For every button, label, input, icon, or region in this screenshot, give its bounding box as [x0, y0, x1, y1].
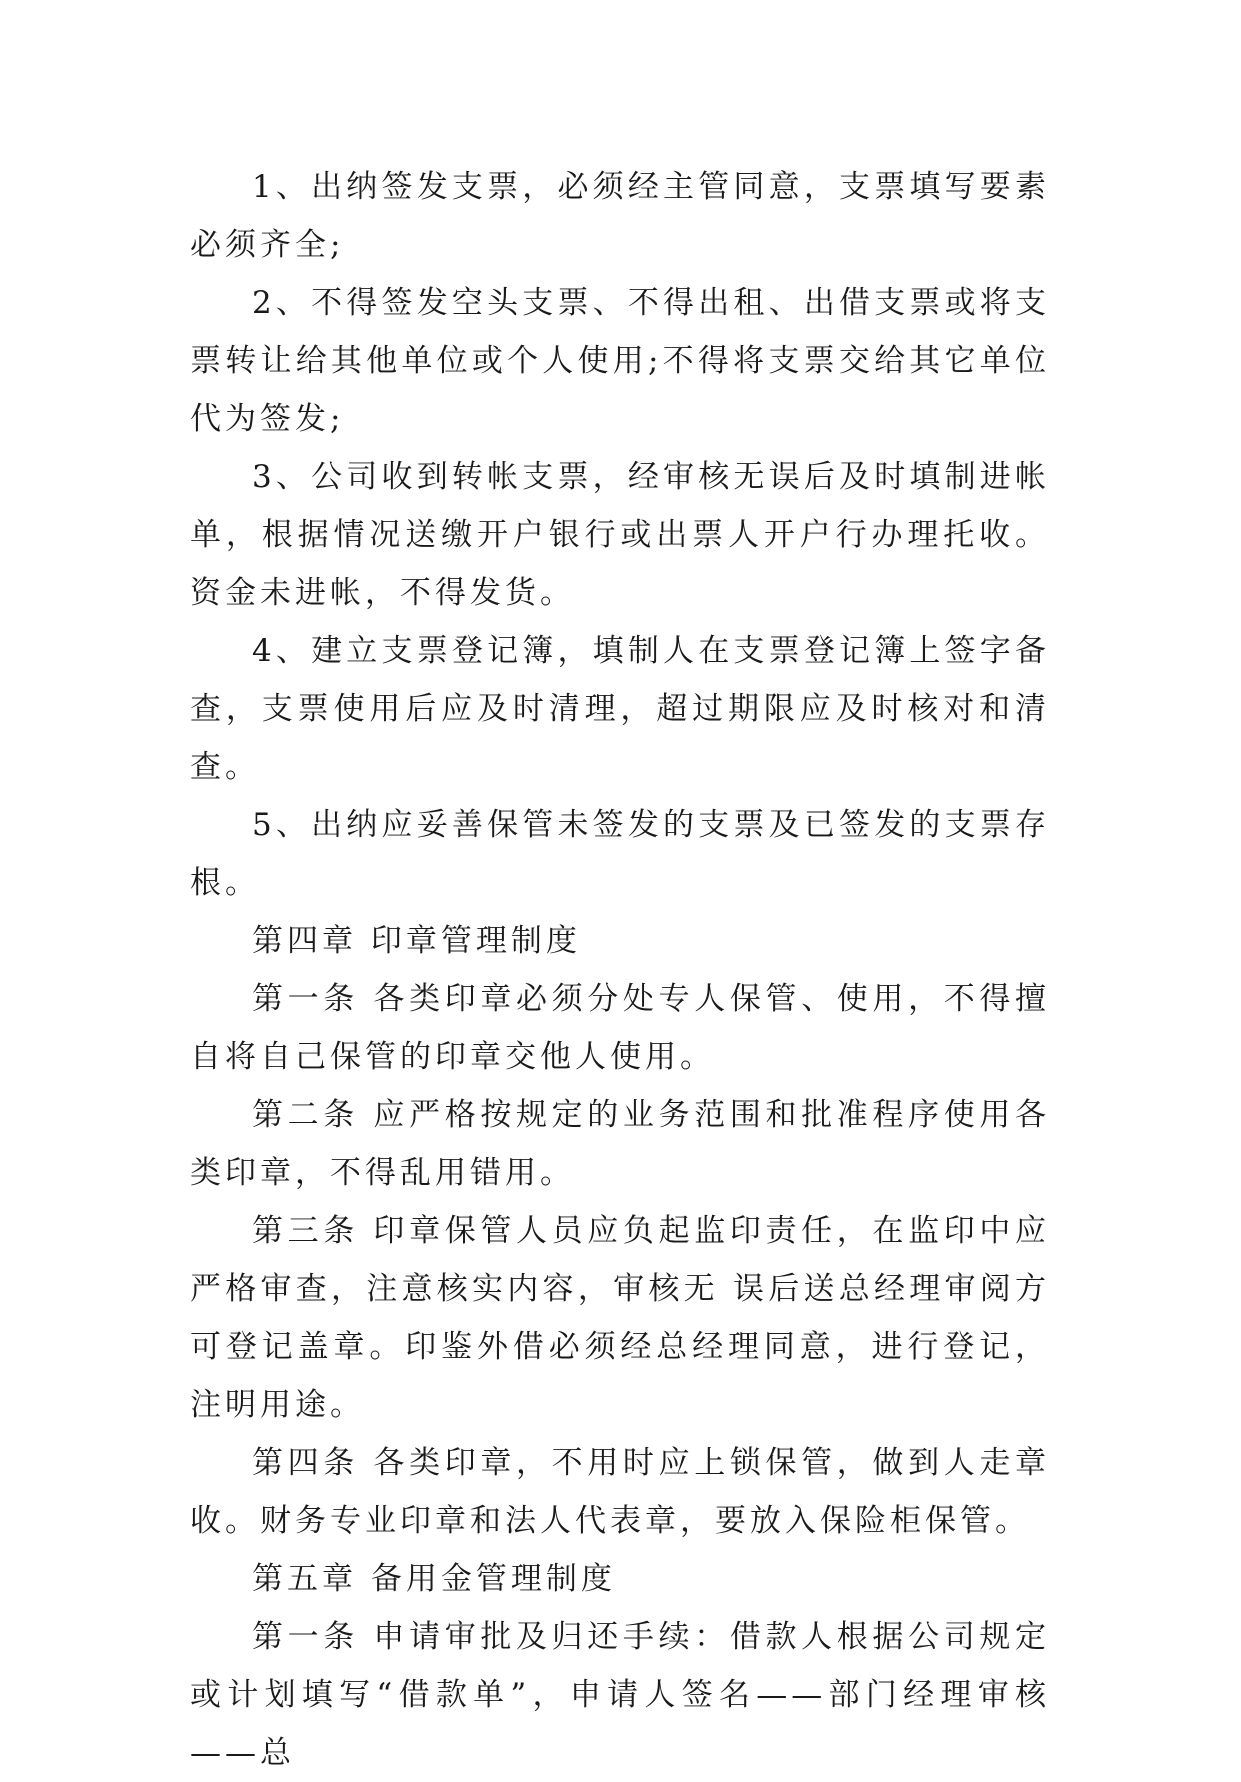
paragraph-cheque-rule-5: 5、出纳应妥善保管未签发的支票及已签发的支票存根。: [190, 807, 1050, 901]
document-body: [190, 158, 1050, 1782]
paragraph-seal-article-3: 第三条 印章保管人员应负起监印责任，在监印中应严格审查，注意核实内容，审核无 误后送总经理审阅方可登记盖章。印鉴外借必须经总经理同意，进行登记，注明用途。: [190, 1213, 1050, 1423]
paragraph-cheque-rule-4: 4、建立支票登记簿，填制人在支票登记簿上签字备查，支票使用后应及时清理，超过期限应及时核对和清查。: [190, 633, 1050, 785]
chapter-heading-seal-management: 第四章 印章管理制度: [252, 923, 581, 959]
paragraph-cheque-rule-2: 2、不得签发空头支票、不得出租、出借支票或将支票转让给其他单位或个人使用;不得将支票交给其它单位代为签发;: [190, 285, 1050, 437]
paragraph-petty-cash-article-1: 第一条 申请审批及归还手续：借款人根据公司规定或计划填写“借款单”，申请人签名——部门经理审核——总: [190, 1619, 1050, 1771]
paragraph-cheque-rule-3: 3、公司收到转帐支票，经审核无误后及时填制进帐单，根据情况送缴开户银行或出票人开户行办理托收。资金未进帐，不得发货。: [190, 459, 1050, 611]
paragraph-seal-article-4: 第四条 各类印章，不用时应上锁保管，做到人走章收。财务专业印章和法人代表章，要放入保险柜保管。: [190, 1445, 1050, 1539]
paragraph-seal-article-2: 第二条 应严格按规定的业务范围和批准程序使用各类印章，不得乱用错用。: [190, 1097, 1050, 1191]
paragraph-seal-article-1: 第一条 各类印章必须分处专人保管、使用，不得擅自将自己保管的印章交他人使用。: [190, 981, 1050, 1075]
paragraph-cheque-rule-1: 1、出纳签发支票，必须经主管同意，支票填写要素必须齐全;: [190, 169, 1050, 263]
chapter-heading-petty-cash: 第五章 备用金管理制度: [252, 1561, 616, 1597]
